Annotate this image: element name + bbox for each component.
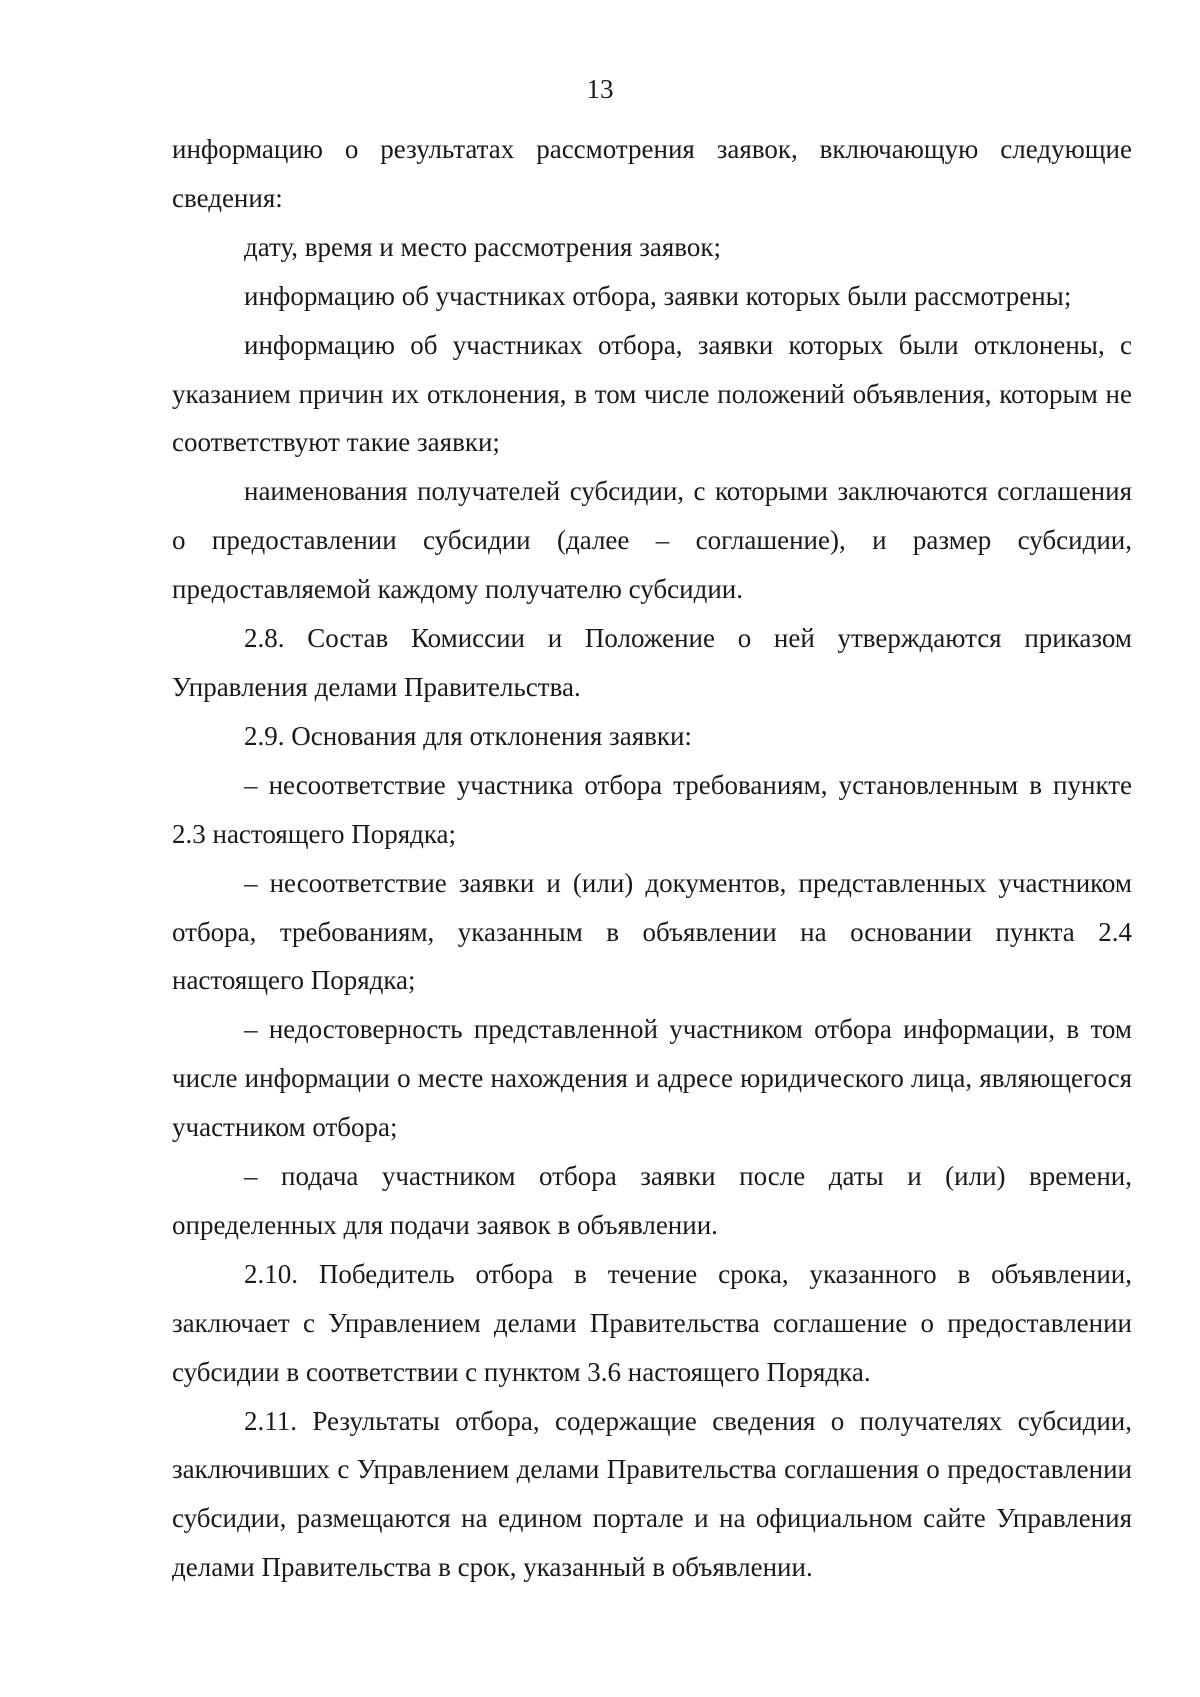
paragraph-2-8: 2.8. Состав Комиссии и Положение о ней утверждаются приказом Управления делами Правительства. (172, 623, 1132, 702)
paragraph-rejection-reason-3: – недостоверность представленной участником отбора информации, в том числе информации о месте нахождения и адресе юридического лица, являющегося участником отбора; (172, 1014, 1132, 1143)
paragraph-date-time-place: дату, время и место рассмотрения заявок; (244, 231, 721, 262)
page-number: 13 (586, 74, 614, 104)
paragraph-rejection-reason-2: – несоответствие заявки и (или) документов, представленных участником отбора, требованиям, указанным в объявлении на основании пункта 2.4 настоящего Порядка; (172, 867, 1132, 996)
paragraph-rejection-reason-1: – несоответствие участника отбора требованиям, установленным в пункте 2.3 настоящего Порядка; (172, 769, 1132, 849)
paragraph-2-9: 2.9. Основания для отклонения заявки: (244, 720, 692, 751)
paragraph-rejection-reason-4: – подача участником отбора заявки после даты и (или) времени, определенных для подачи заявок в объявлении. (172, 1161, 1132, 1240)
paragraph-2-10: 2.10. Победитель отбора в течение срока, указанного в объявлении, заключает с Управлением делами Правительства соглашение о предоставлении субсидии в соответствии с пунктом 3.6 настоящего Порядка. (172, 1258, 1132, 1387)
paragraph-2-11: 2.11. Результаты отбора, содержащие сведения о получателях субсидии, заключивших с Управлением делами Правительства соглашения о предоставлении субсидии, размещаются на едином портале и на официальном сайте Управления делами Правительства в срок, указанный в объявлении. (172, 1405, 1132, 1583)
paragraph-recipients-names: наименования получателей субсидии, с которыми заключаются соглашения о предоставлении субсидии (далее – соглашение), и размер субсидии, предоставляемой каждому получателю субсидии. (172, 476, 1132, 605)
paragraph-reviewed-participants: информацию об участниках отбора, заявки которых были рассмотрены; (244, 280, 1072, 311)
paragraph-rejected-participants: информацию об участниках отбора, заявки которых были отклонены, с указанием причин их отклонения, в том числе положений объявления, которым не соответствуют такие заявки; (172, 329, 1132, 458)
paragraph-results-info: информацию о результатах рассмотрения заявок, включающую следующие сведения: (172, 134, 1132, 213)
document-body (172, 125, 1132, 1592)
